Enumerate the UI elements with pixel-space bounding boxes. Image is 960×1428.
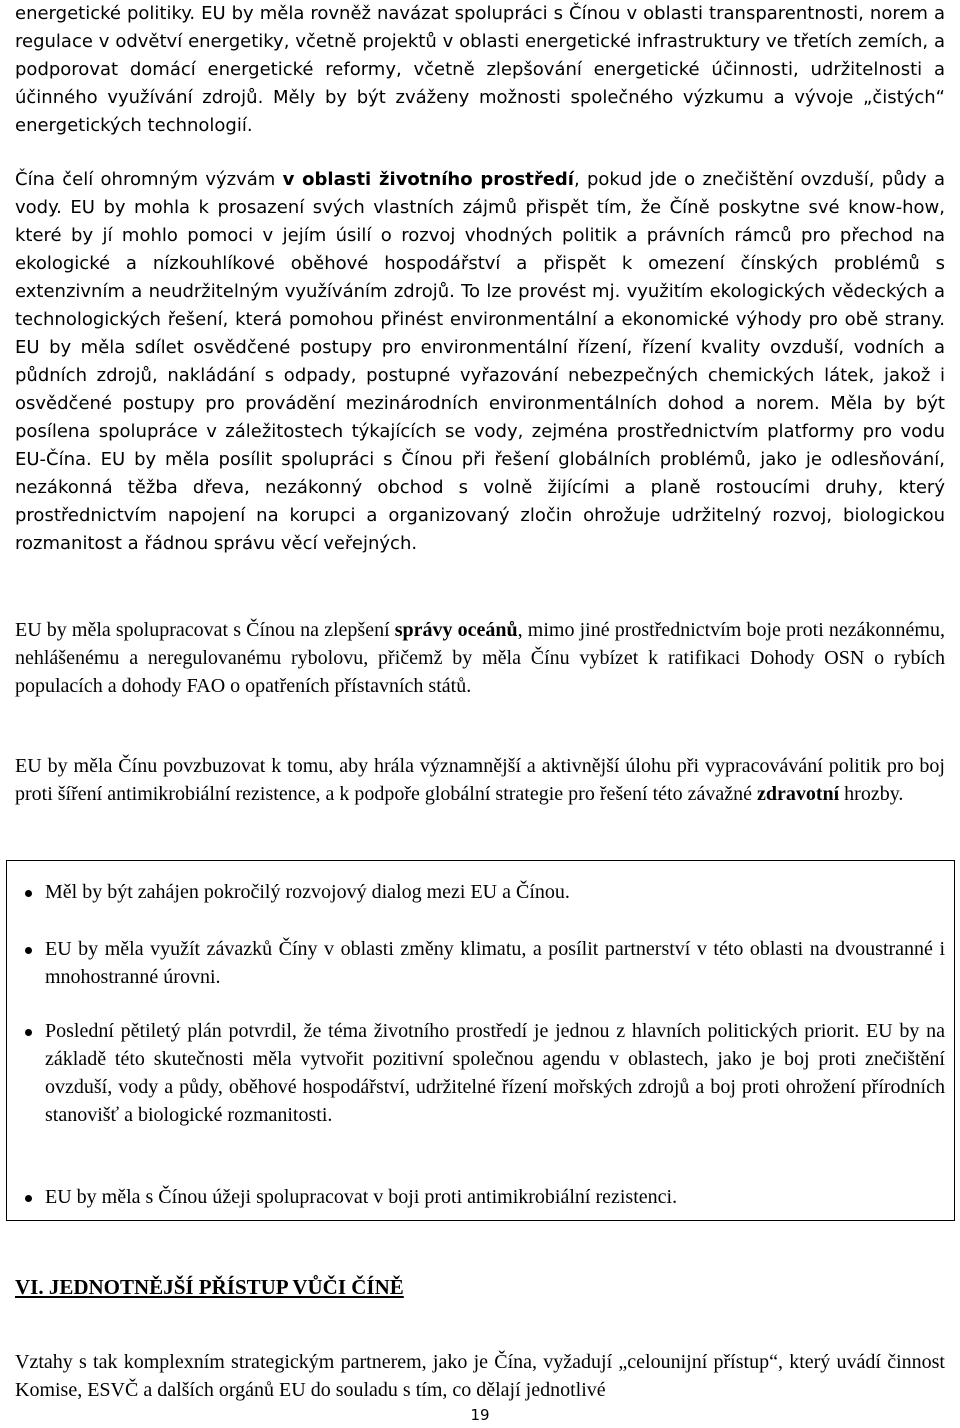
paragraph-environment [15,166,945,558]
paragraph-energy-policy: energetické politiky. EU by měla rovněž navázat spolupráci s Čínou v oblasti transparentnosti, norem a regulace v odvětví energetiky, včetně projektů v oblasti energetické infrastruktury ve třetích zemích, a podporovat domácí energetické reformy, včetně zlepšování energetické účinnosti, udržitelnosti a účinného využívání zdrojů. Měly by být zváženy možnosti společného výzkumu a vývoje „čistých“ energetických technologií. [15,3,945,136]
page-number: 19 [470,1406,490,1424]
bullet-item [15,935,945,991]
paragraph-oceans-post: , mimo jiné prostřednictvím boje proti nezákonnému, nehlášenému a neregulovanému rybolovu, přičemž by měla Čínu vybízet k ratifikaci Dohody OSN o rybích populacích a dohody FAO o opatřeních přístavních států. [15,619,945,697]
paragraph-environment-post: , pokud jde o znečištění ovzduší, půdy a vody. EU by mohla k prosazení svých vlastních zájmů přispět tím, že Číně poskytne své know-how, které by jí mohlo pomoci v jejím úsilí o rozvoj vhodných politik a právních rámců pro přechod na ekologické a nízkouhlíkové oběhové hospodářství a přispět k omezení čínských problémů s extenzivním a neudržitelným využíváním zdrojů. To lze provést mj. využitím ekologických vědeckých a technologických řešení, která pomohou přinést environmentální a ekonomické výhody pro obě strany. EU by měla sdílet osvědčené postupy pro environmentální řízení, řízení kvality ovzduší, vodních a půdních zdrojů, nakládání s odpady, postupné vyřazování nebezpečných chemických látek, jakož i osvědčené postupy pro provádění mezinárodních environmentálních dohod a norem. Měla by být posílena spolupráce v záležitostech týkajících se vody, zejména prostřednictvím platformy pro vodu EU-Čína. EU by měla posílit spolupráci s Čínou při řešení globálních problémů, jako je odlesňování, nezákonná těžba dřeva, nezákonný obchod s volně žijícími a planě rostoucími druhy, který prostřednictvím napojení na korupci a organizovaný zločin ohrožuje udržitelný rozvoj, biologickou rozmanitost a řádnou správu věcí veřejných. [15,169,946,554]
section-heading: VI. JEDNOTNĚJŠÍ PŘÍSTUP VŮČI ČÍNĚ [15,1275,404,1299]
paragraph-health [15,752,945,808]
bullet-dot-icon [25,1195,32,1202]
paragraph-health-bold: zdravotní [756,783,840,805]
bullet-dot-icon [25,890,32,897]
paragraph-health-pre: EU by měla Čínu povzbuzovat k tomu, aby hrála významnější a aktivnější úlohu při vypracovávání politik pro boj proti šíření antimikrobiální rezistence, a k podpoře globální strategie pro řešení této závažné [15,755,945,805]
bullet-text: EU by měla s Čínou úžeji spolupracovat v boji proti antimikrobiální rezistenci. [45,1186,678,1208]
paragraph-oceans-bold: správy oceánů [394,619,518,641]
bullet-dot-icon [25,947,32,954]
paragraph-environment-pre: Čína čelí ohromným výzvám [15,169,283,190]
paragraph-oceans-pre: EU by měla spolupracovat s Čínou na zlepšení [15,619,395,641]
bullet-text: EU by měla využít závazků Číny v oblasti změny klimatu, a posílit partnerství v této oblasti na dvoustranné i mnohostranné úrovni. [45,938,945,988]
bullet-item [15,1183,945,1211]
paragraph-unified-approach: Vztahy s tak komplexním strategickým partnerem, jako je Čína, vyžadují „celounijní přístup“, který uvádí činnost Komise, ESVČ a dalších orgánů EU do souladu s tím, co dělají jednotlivé [15,1351,945,1401]
bullet-text: Měl by být zahájen pokročilý rozvojový dialog mezi EU a Čínou. [45,881,570,903]
paragraph-health-post: hrozby. [839,783,904,805]
paragraph-environment-bold: v oblasti životního prostředí [282,169,574,190]
paragraph-oceans [15,616,945,700]
bullet-text: Poslední pětiletý plán potvrdil, že téma životního prostředí je jednou z hlavních politických priorit. EU by na základě této skutečnosti měla vytvořit pozitivní společnou agendu v oblastech, jako je boj proti znečištění ovzduší, vody a půdy, oběhové hospodářství, udržitelné řízení mořských zdrojů a boj proti ohrožení přírodních stanovišť a biologické rozmanitosti. [45,1020,945,1126]
bullet-item [15,878,945,906]
bullet-item [15,1017,945,1129]
bullet-dot-icon [25,1029,32,1036]
